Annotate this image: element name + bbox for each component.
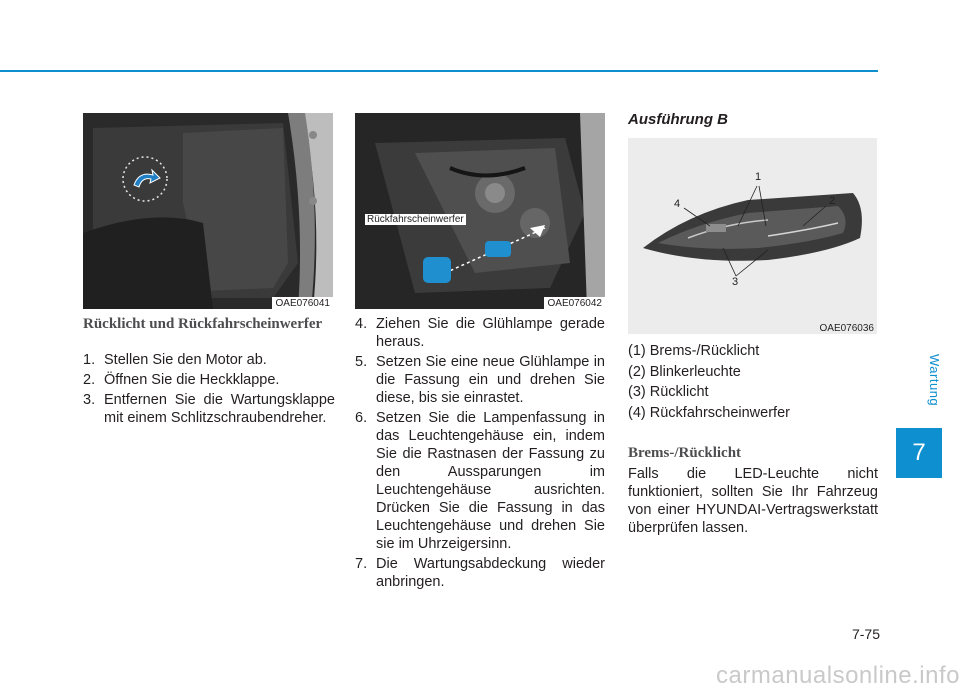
legend-list <box>628 342 878 424</box>
tail-lamp-diagram <box>628 138 877 334</box>
list-item: (4) Rückfahrscheinwerfer <box>628 404 790 421</box>
list-item: (1) Brems-/Rücklicht <box>628 343 760 359</box>
rotate-arrow-icon <box>131 167 161 191</box>
bulb-socket-photo <box>355 113 605 309</box>
list-item: 7. Die Wartungsabdeckung wieder anbringen. <box>355 556 605 590</box>
page-number: 7-75 <box>851 626 880 642</box>
list-item: 6. Setzen Sie die Lampenfassung in das Leuchtengehäuse ein, indem Sie die Rastnasen der Fassung zu den Aussparungen im Leuchtengehäuse ausrichten. Drücken Sie die Fassung in das Leuchtengehäuse und drehen Sie sie im Uhrzeigersinn. <box>355 410 605 552</box>
service-cover-photo <box>83 113 333 309</box>
list-item: 5. Setzen Sie eine neue Glühlampe in die Fassung ein und drehen Sie diese, bis sie einrastet. <box>355 354 605 406</box>
list-item: (3) Rücklicht <box>628 384 709 400</box>
list-item: 3. Entfernen Sie die Wartungsklappe mit einem Schlitzschraubendreher. <box>83 392 335 426</box>
info-paragraph: Falls die LED-Leuchte nicht funktioniert, sollten Sie Ihr Fahrzeug von einer HYUNDAI-Vertragswerkstatt überprüfen lassen. <box>628 466 878 536</box>
callout-1: 1 <box>755 171 762 183</box>
section-heading: Brems-/Rücklicht <box>628 445 742 461</box>
figure-code: OAE076041 <box>272 297 334 309</box>
figure-bulb-socket <box>355 113 605 309</box>
callout-2: 2 <box>829 195 836 207</box>
section-heading: Rücklicht und Rückfahrscheinwerfer <box>83 316 323 332</box>
top-rule <box>0 70 878 72</box>
steps-list-2 <box>355 315 605 593</box>
list-item: 4. Ziehen Sie die Glühlampe gerade heraus. <box>355 316 605 350</box>
figure-service-cover <box>83 113 333 309</box>
list-item: 1. Stellen Sie den Motor ab. <box>83 352 267 368</box>
figure-tail-lamp <box>628 138 877 334</box>
callout-3: 3 <box>732 276 739 288</box>
section-tab: Wartung <box>927 353 942 407</box>
steps-list-1 <box>83 351 335 429</box>
variant-heading: Ausführung B <box>628 111 728 128</box>
chapter-number: 7 <box>896 428 942 478</box>
figure-code: OAE076036 <box>819 323 874 334</box>
watermark: carmanualsonline.info <box>716 662 960 689</box>
callout-4: 4 <box>674 198 681 210</box>
figure-label: Rückfahrscheinwerfer <box>367 214 464 225</box>
figure-code: OAE076042 <box>544 297 606 309</box>
list-item: 2. Öffnen Sie die Heckklappe. <box>83 372 280 388</box>
list-item: (2) Blinkerleuchte <box>628 363 741 380</box>
